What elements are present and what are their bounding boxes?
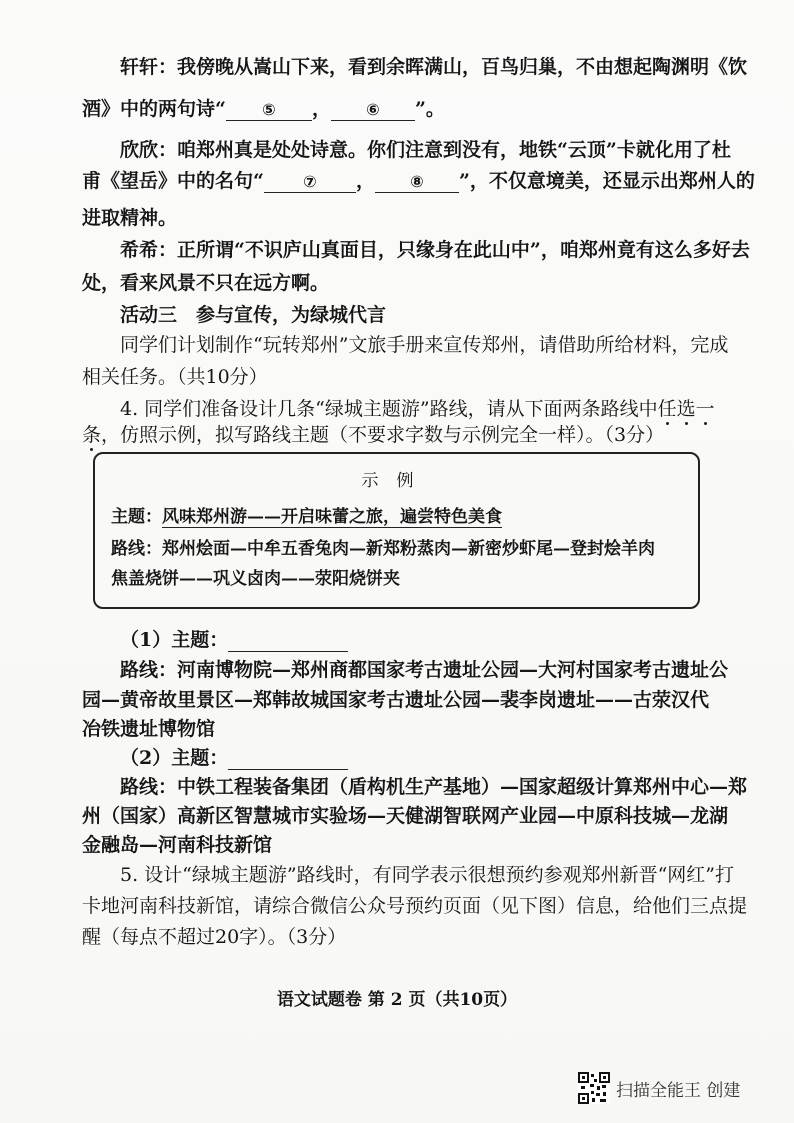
- poem-dialogue-xuanxuan-line2: 酒》中的两句诗“ ⑤ ， ⑥ ”。: [82, 98, 445, 120]
- example-box: [93, 452, 700, 609]
- question-4-line2: 条，仿照示例，拟写路线主题（不要求字数与示例完全一样）。（3分）: [82, 424, 665, 446]
- page-footer: 语文试题卷 第 2 页（共10页）: [276, 990, 518, 1010]
- activity-three-heading: 活动三 参与宣传，为绿城代言: [120, 304, 387, 326]
- blank-8[interactable]: ⑧: [375, 170, 459, 193]
- route2-text-line3: 金融岛—河南科技新馆: [82, 834, 273, 856]
- activity-three-intro: 同学们计划制作“玩转郑州”文旅手册来宣传郑州，请借助所给材料，完成: [120, 334, 729, 356]
- poem-dialogue-xinxin-line3: 进取精神。: [82, 207, 178, 229]
- blank-6[interactable]: ⑥: [331, 98, 415, 121]
- example-route-line2: 焦盖烧饼——巩义卤肉——荥阳烧饼夹: [111, 569, 400, 589]
- poem-dialogue-xuanxuan: 轩轩：我傍晚从嵩山下来，看到余晖满山，百鸟归巢，不由想起陶渊明《饮: [120, 56, 748, 78]
- blank-5[interactable]: ⑤: [226, 98, 312, 121]
- question-5-line2: 卡地河南科技新馆，请综合微信公众号预约页面（见下图）信息，给他们三点提: [82, 895, 748, 917]
- route2-text-line2: 州（国家）高新区智慧城市实验场—天健湖智联网产业园—中原科技城—龙湖: [82, 805, 729, 827]
- example-route: 路线：郑州烩面—中牟五香兔肉—新郑粉蒸肉—新密炒虾尾—登封烩羊肉: [111, 539, 655, 559]
- route1-text-line2: 园—黄帝故里景区—郑韩故城国家考古遗址公园—裴李岗遗址——古荥汉代: [82, 689, 710, 711]
- question-5: 5. 设计“绿城主题游”路线时，有同学表示很想预约参观郑州新晋“网红”打: [120, 864, 735, 886]
- poem-dialogue-xinxin: 欣欣：咱郑州真是处处诗意。你们注意到没有，地铁“云顶”卡就化用了杜: [120, 139, 731, 161]
- poem-dialogue-xinxin-line2: 甫《望岳》中的名句“ ⑦ ， ⑧ ”，不仅意境美，还显示出郑州人的: [82, 170, 755, 192]
- route2-theme-blank[interactable]: [228, 747, 348, 770]
- example-theme: 主题：风味郑州游——开启味蕾之旅，遍尝特色美食: [111, 507, 502, 527]
- route2-text: 路线：中铁工程装备集团（盾构机生产基地）—国家超级计算郑州中心—郑: [120, 776, 748, 798]
- blank-7[interactable]: ⑦: [264, 170, 356, 193]
- route1-theme: （1）主题：: [120, 625, 348, 652]
- route1-theme-blank[interactable]: [228, 629, 348, 652]
- question-4: 4. 同学们准备设计几条“绿城主题游”路线，请从下面两条路线中任选一: [120, 398, 715, 420]
- qr-code-icon: [578, 1072, 610, 1104]
- example-title: 示例: [361, 471, 432, 491]
- activity-three-intro-line2: 相关任务。（共10分）: [82, 366, 268, 388]
- route2-theme: （2）主题：: [120, 743, 348, 770]
- question-5-line3: 醒（每点不超过20字）。（3分）: [82, 926, 347, 948]
- poem-dialogue-xixi: 希希：正所谓“不识庐山真面目，只缘身在此山中”，咱郑州竟有这么多好去: [120, 239, 750, 261]
- route1-text-line3: 冶铁遗址博物馆: [82, 718, 216, 740]
- route1-text: 路线：河南博物院—郑州商都国家考古遗址公园—大河村国家考古遗址公: [120, 659, 729, 681]
- poem-dialogue-xixi-line2: 处，看来风景不只在远方啊。: [82, 272, 330, 294]
- scanner-watermark: 扫描全能王 创建: [616, 1081, 741, 1101]
